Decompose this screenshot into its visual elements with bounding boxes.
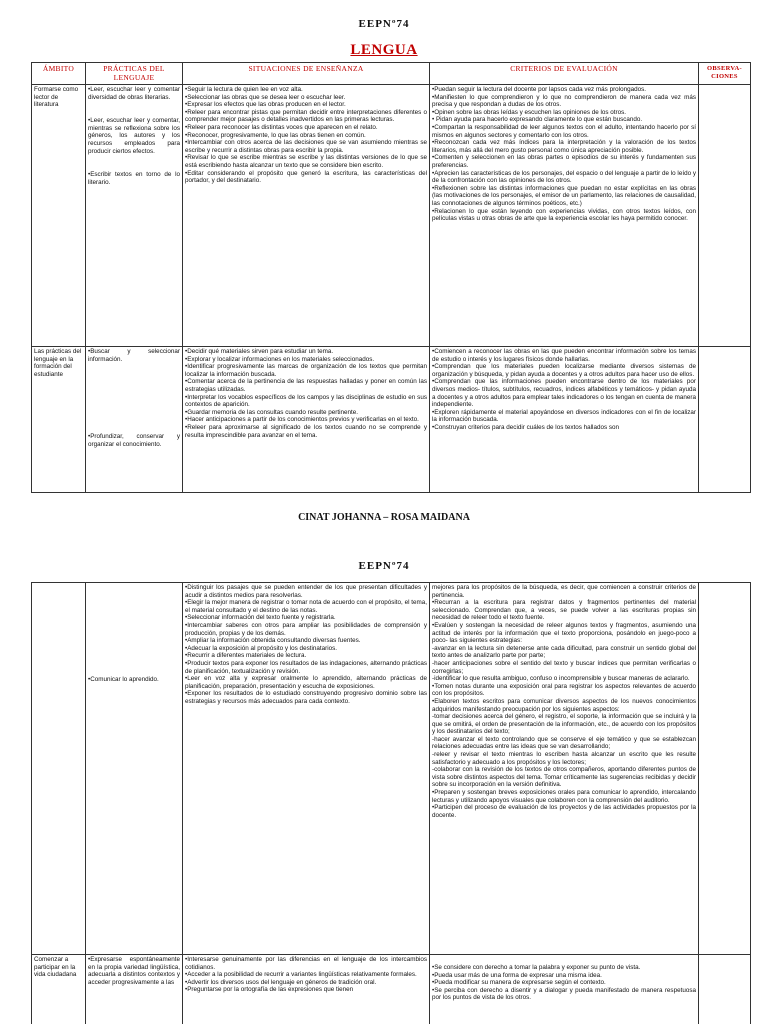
ambito-cell [32, 583, 86, 955]
criterios-cell [430, 955, 699, 1024]
criterio-item: •Pueda modificar su manera de expresarse según el contexto. [432, 979, 606, 987]
criterio-item: •Recurran a la escritura para registrar datos y fragmentos pertinentes del material seleccionado. Comprendan que, a veces, se puede volver a las escrituras propias sin necesidad de releer todo el texto fuente. [432, 599, 696, 622]
situacion-item: •Seleccionar información del texto fuente y registrarla. [185, 614, 336, 622]
criterio-item: -avanzar en la lectura sin detenerse ante cada dificultad, para construir un sentido global del texto antes de analizarlo parte por parte; [432, 644, 696, 660]
situaciones-cell [183, 347, 430, 493]
criterio-item: •Puedan seguir la lectura del docente por lapsos cada vez más prolongados. [432, 86, 646, 93]
header-criterios: CRITERIOS DE EVALUACIÓN [430, 63, 699, 85]
header-ambito: ÁMBITO [32, 63, 86, 85]
criterio-item: •Aprecien las características de los personajes, del espacio o del lenguaje a partir de lo leído y de la confrontación con las opiniones de los otros. [432, 169, 696, 185]
school-header: EEPNº74 [358, 18, 410, 30]
criterio-item: •Comprendan que los materiales pueden localizarse mediante diversos sistemas de organización y búsqueda, y pidan ayuda a docentes y a otros adultos para hacer uso de ellos. [432, 363, 696, 378]
observaciones-cell [699, 85, 751, 347]
header-practicas: PRÁCTICAS DEL LENGUAJE [86, 63, 183, 85]
practica-item: •Buscar y seleccionar información. [88, 348, 180, 363]
criterio-item: -colaborar con la revisión de los textos de otros compañeros, aportando diferentes puntos de vista sobre distintos aspectos del tema. Tomar críticamente las sugerencias recibidas y decidir sobre su incorporación en la versión definitiva. [432, 766, 696, 789]
criterio-item: •Comiencen a reconocer las obras en las que pueden encontrar información sobre los temas de estudio o interés y los lugares físicos donde hallarlas. [432, 348, 696, 363]
situacion-item: •Exponer los resultados de lo estudiado construyendo progresivo dominio sobre las estrategias y recursos más adecuados para cada contexto. [185, 690, 427, 705]
practica-item: •Profundizar, conservar y organizar el conocimiento. [88, 433, 180, 448]
situacion-item: •Adecuar la exposición al propósito y los destinatarios. [185, 644, 338, 652]
situacion-item: •Elegir la mejor manera de registrar o tomar nota de acuerdo con el propósito, el tema, el material consultado y el destino de las notas. [185, 599, 427, 614]
ambito-cell [32, 347, 86, 493]
situacion-item: •Guardar memoria de las consultas cuando resulte pertinente. [185, 408, 359, 416]
criterio-item: -hacer avanzar el texto controlando que se conserve el eje temático y que se establezcan relaciones adecuadas entre las ideas que se van desarrollando; [432, 735, 696, 751]
criterio-item: -hacer anticipaciones sobre el sentido del texto y buscar índices que permitan verificarlas o corregirlas; [432, 659, 696, 675]
situacion-item: •Releer para reconocer las distintas voces que aparecen en el relato. [185, 123, 378, 131]
situacion-item: •Seguir la lectura de quien lee en voz alta. [185, 86, 303, 93]
ambito-cell [32, 85, 86, 347]
practicas-cell [86, 347, 183, 493]
situacion-item: •Expresar los efectos que las obras producen en el lector. [185, 101, 346, 109]
curriculum-table-1 [31, 62, 751, 493]
situaciones-cell [183, 85, 430, 347]
criterio-item: •Tomen notas durante una exposición oral para registrar los aspectos relevantes de acuerdo con los propósitos. [432, 682, 696, 698]
situacion-item: •Preguntarse por la ortografía de las expresiones que tienen [185, 986, 354, 994]
criterios-cell [430, 85, 699, 347]
criterio-item: •Pueda usar más de una forma de expresar una misma idea. [432, 971, 602, 979]
criterio-item: -releer y revisar el texto mientras lo escriben hasta alcanzar un escrito que les resulte satisfactorio y adecuado a los propósitos y los lectores; [432, 751, 696, 766]
criterio-item: •Reflexionen sobre las distintas informaciones que puedan no estar explícitas en las obras (las motivaciones de los personajes, el emisor de un parlamento, las relaciones de causalidad, las connotaciones de algunos términos poéticos, etc.) [432, 184, 696, 207]
table-row [32, 85, 751, 347]
criterio-item: • Pidan ayuda para hacerlo expresando claramente lo que están buscando. [432, 116, 643, 124]
practicas-cell [86, 85, 183, 347]
situacion-item: •Editar considerando el propósito que generó la escritura, las características del portador, y del destinatario. [185, 169, 427, 185]
ambito-text: Las prácticas del lenguaje en la formación del estudiante [34, 348, 82, 378]
situacion-item: •Acceder a la posibilidad de recurrir a variantes lingüísticas relativamente formales. [185, 971, 417, 979]
situacion-item: •Leer en voz alta y expresar oralmente lo aprendido, alternando prácticas de planificación, preparación, presentación y escucha de exposiciones. [185, 675, 427, 690]
practicas-cell [86, 583, 183, 955]
criterio-item: •Elaboren textos escritos para comunicar diversos aspectos de los nuevos conocimientos adquiridos manifestando preocupación por los siguientes aspectos: [432, 697, 696, 713]
header-situaciones: SITUACIONES DE ENSEÑANZA [183, 63, 430, 85]
observaciones-cell [699, 583, 751, 955]
practica-item: •Expresarse espontáneamente en la propia variedad lingüística, adecuarla a distintos contextos y acceder progresivamente a las [88, 956, 180, 986]
situacion-item: •Decidir qué materiales sirven para estudiar un tema. [185, 348, 334, 355]
practica-item: •Escribir textos en torno de lo literario. [88, 171, 180, 186]
criterio-item: •Manifiesten lo que comprendieron y lo que no comprendieron de manera cada vez más precisa y que respondan a dudas de los otros. [432, 93, 696, 109]
situacion-item: •Seleccionar las obras que se desea leer o escuchar leer. [185, 93, 346, 101]
situacion-item: •Intercambiar saberes con otros para ampliar las posibilidades de comprensión y producción, propias y de los demás. [185, 621, 427, 637]
table-row [32, 347, 751, 493]
criterio-item: •Compartan la responsabilidad de leer algunos textos con el adulto, intentando hacerlo por sí mismos en algunos sectores y comentarlo con los otros. [432, 123, 696, 139]
situacion-item: •Intercambiar con otros acerca de las decisiones que se van asumiendo mientras se escribe y recurrir a distintas obras para escribir la propia. [185, 139, 427, 154]
authors-footer: CINAT JOHANNA – ROSA MAIDANA [298, 512, 470, 523]
criterio-item: •Se considere con derecho a tomar la palabra y exponer su punto de vista. [432, 964, 641, 971]
ambito-text: Comenzar a participar en la vida ciudadana [34, 956, 77, 979]
situacion-item: •Ampliar la información obtenida consultando diversas fuentes. [185, 637, 361, 645]
situacion-item: •Interesarse genuinamente por las diferencias en el lenguaje de los intercambios cotidianos. [185, 956, 427, 971]
criterio-item: •Comprendan que las informaciones pueden encontrarse dentro de los materiales por diversos medios- títulos, subtítulos, recuadros, índices alfabéticos y temáticos- y pidan ayuda a docentes y a otros adultos para emplear tales indicadores o los tengan en cuenta de manera independiente. [432, 378, 696, 409]
criterio-item: •Relacionen lo que están leyendo con experiencias vividas, con otros textos leídos, con películas vistas u otras obras de arte que la experiencia escolar les haya permitido conocer. [432, 207, 696, 223]
criterio-item: •Comenten y seleccionen en las obras partes o episodios de su interés y fundamenten sus preferencias. [432, 154, 696, 169]
criterio-item: -tomar decisiones acerca del género, el registro, el soporte, la información que se incluirá y la que se omitirá, el orden de presentación de la información, etc., de acuerdo con los propósitos y los destinatarios del texto; [432, 713, 696, 736]
situacion-item: •Recurrir a diferentes materiales de lectura. [185, 652, 307, 660]
observaciones-cell [699, 955, 751, 1024]
situacion-item: •Reconocer, progresivamente, lo que las obras tienen en común. [185, 131, 366, 139]
page-2 [0, 550, 768, 1024]
situacion-item: •Releer para aproximarse al significado de los textos cuando no se comprende y resulta imprescindible para avanzar en el tema. [185, 423, 427, 439]
situacion-item: •Producir textos para exponer los resultados de las indagaciones, alternando prácticas de planificación, textualización y revisión. [185, 659, 427, 675]
school-header: EEPNº74 [358, 560, 410, 572]
situaciones-cell [183, 583, 430, 955]
criterios-cell [430, 347, 699, 493]
situacion-item: •Releer para encontrar pistas que permitan decidir entre interpretaciones diferentes o comprender mejor pasajes o detalles inadvertidos en las primeras lecturas. [185, 108, 427, 124]
criterio-item: mejores para los propósitos de la búsqueda, es decir, que comiencen a construir criterios de pertinencia. [432, 584, 696, 599]
header-row [32, 63, 751, 85]
criterio-item: •Construyan criterios para decidir cuáles de los textos hallados son [432, 423, 620, 431]
criterio-item: •Exploren rápidamente el material apoyándose en diversos indicadores con el fin de localizar la información buscada. [432, 408, 696, 424]
situacion-item: •Identificar progresivamente las marcas de organización de los textos que permitan localizar la información buscada. [185, 363, 427, 378]
table-row [32, 583, 751, 955]
practicas-cell [86, 955, 183, 1024]
criterio-item: •Se perciba con derecho a disentir y a dialogar y pueda manifestado de manera respetuosa por los puntos de vista de los otros. [432, 986, 696, 1002]
curriculum-table-2 [31, 582, 751, 1024]
subject-title: LENGUA [350, 42, 418, 58]
situacion-item: •Revisar lo que se escribe mientras se escribe y las distintas versiones de lo que se está escribiendo hasta alcanzar un texto que se considere bien escrito. [185, 154, 427, 169]
ambito-cell [32, 955, 86, 1024]
criterio-item: •Opinen sobre las obras leídas y escuchen las opiniones de los otros. [432, 108, 627, 116]
criterio-item: •Reconozcan cada vez más índices para la interpretación y la valoración de los textos literarios, más allá del mero gusto personal como única apreciación posible. [432, 139, 696, 154]
criterios-cell [430, 583, 699, 955]
criterio-item: •Evalúen y sostengan la necesidad de releer algunos textos y fragmentos, asumiendo una actitud de interés por la información que el texto proporciona, posándolo en juego-poco a poco- las siguientes estrategias: [432, 621, 696, 645]
criterio-item: •Preparen y sostengan breves exposiciones orales para comunicar lo aprendido, intercalando lecturas y utilizando apoyos visuales que colaboren con la comprensión del auditorio. [432, 789, 696, 804]
ambito-text: Formarse como lector de literatura [34, 86, 79, 109]
situacion-item: •Explorar y localizar informaciones en los materiales seleccionados. [185, 355, 375, 363]
header-observaciones: OBSERVA-CIONES [699, 63, 751, 85]
situaciones-cell [183, 955, 430, 1024]
situacion-item: •Interpretar los vocablos específicos de los campos y las disciplinas de estudio en sus contextos de aparición. [185, 393, 427, 409]
situacion-item: •Comentar acerca de la pertinencia de las respuestas halladas y poner en común las estrategias utilizadas. [185, 378, 427, 393]
practica-item: •Comunicar lo aprendido. [88, 676, 159, 683]
table-row [32, 955, 751, 1024]
observaciones-cell [699, 347, 751, 493]
situacion-item: •Advertir los diversos usos del lenguaje en géneros de tradición oral. [185, 978, 377, 986]
practica-item: •Leer, escuchar leer y comentar, mientras se reflexiona sobre los géneros, los autores y los recursos empleados para producir ciertos efectos. [88, 117, 180, 155]
situacion-item: •Hacer anticipaciones a partir de los conocimientos previos y verificarlas en el texto. [185, 416, 419, 424]
situacion-item: •Distinguir los pasajes que se pueden entender de los que presentan dificultades y acudir a distintos medios para resolverlas. [185, 584, 427, 599]
criterio-item: -identificar lo que resulta ambiguo, confuso o incomprensible y buscar maneras de aclararlo. [432, 675, 690, 683]
practica-item: •Leer, escuchar leer y comentar diversidad de obras literarias. [88, 86, 180, 101]
criterio-item: •Participen del proceso de evaluación de los proyectos y de las actividades propuestos por la docente. [432, 804, 696, 819]
